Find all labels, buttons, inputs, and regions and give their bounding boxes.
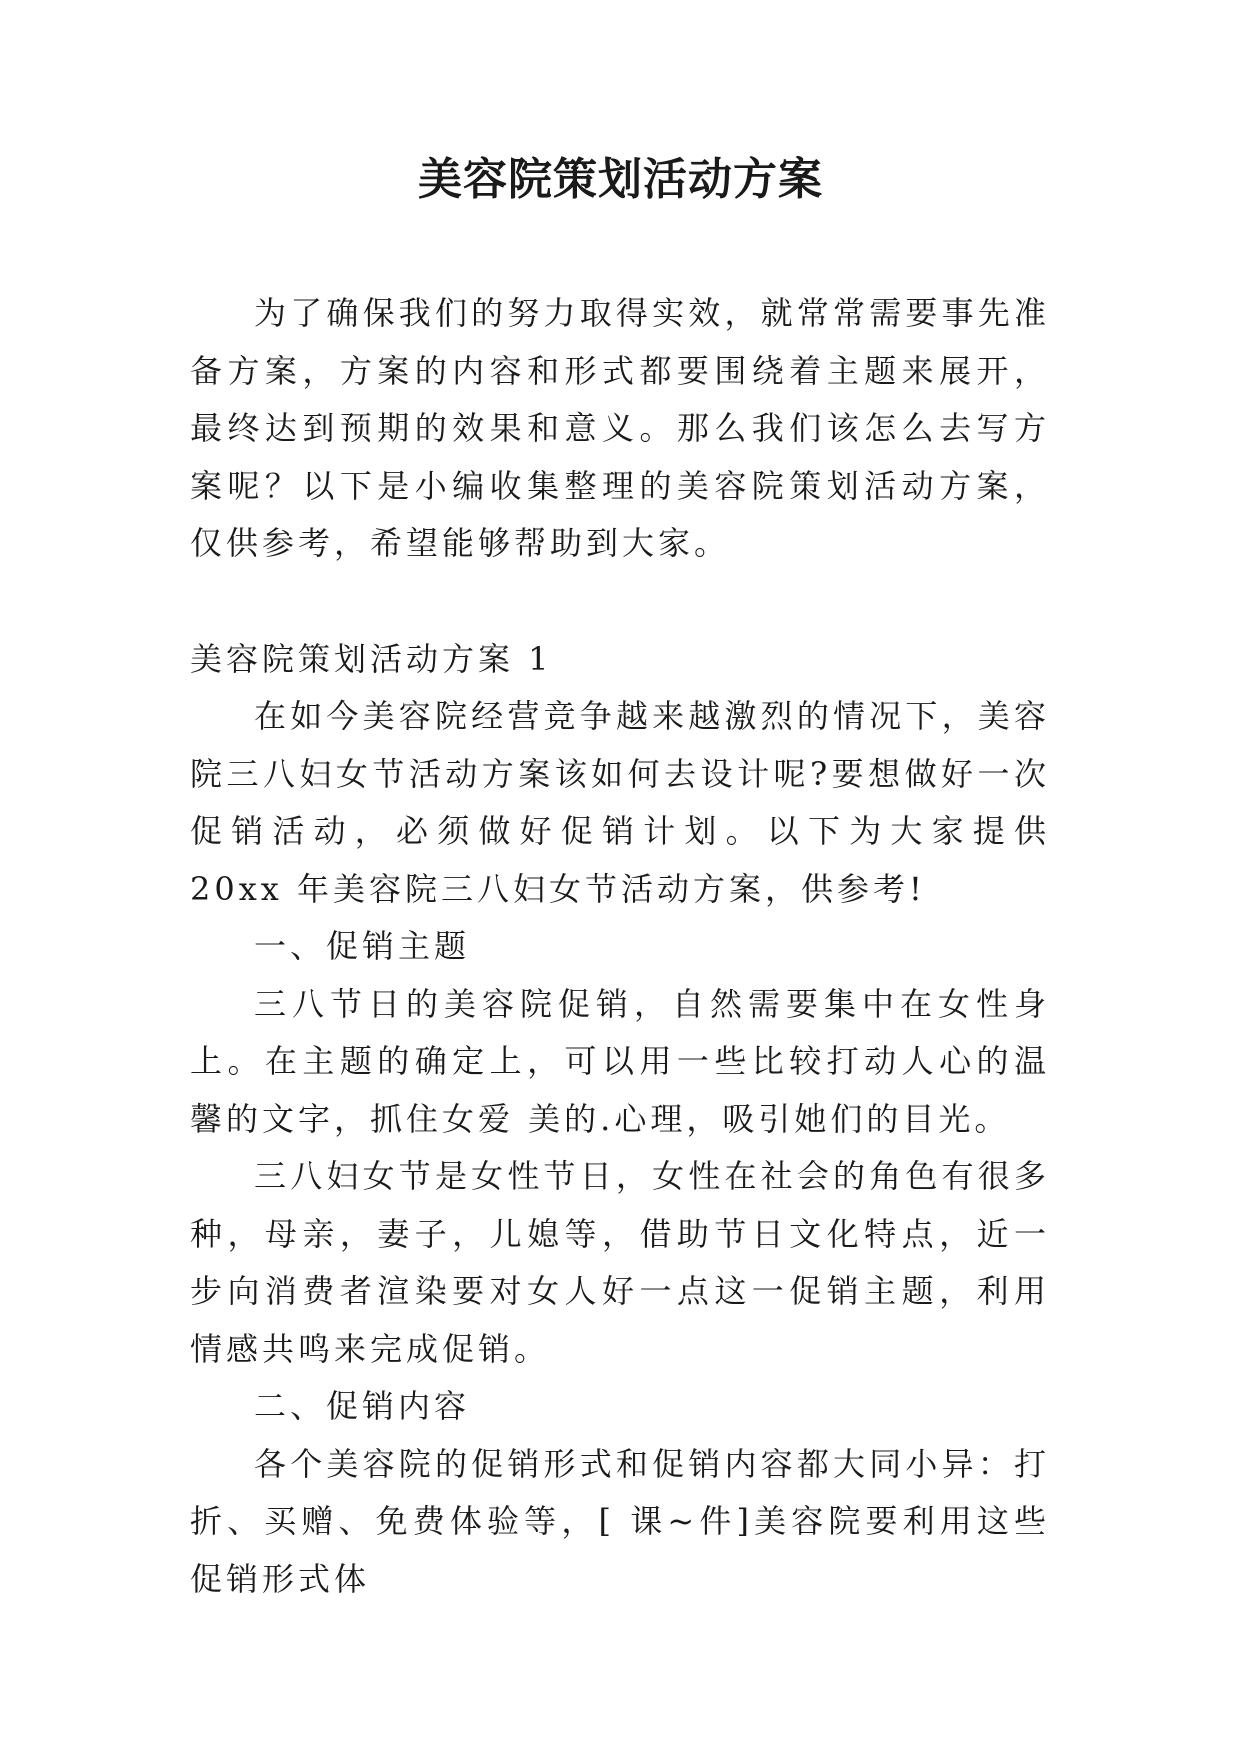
document-title: 美容院策划活动方案	[418, 154, 823, 205]
subsection-paragraph: 三八节日的美容院促销，自然需要集中在女性身上。在主题的确定上，可以用一些比较打动人心的温馨的文字，抓住女爱 美的.心理，吸引她们的目光。	[190, 984, 1050, 1138]
subsection-paragraph: 三八妇女节是女性节日，女性在社会的角色有很多种，母亲，妻子，儿媳等，借助节日文化特点，近一步向消费者渲染要对女人好一点这一促销主题，利用情感共鸣来完成促销。	[190, 1157, 1050, 1368]
spacer	[190, 573, 1050, 631]
section-heading: 美容院策划活动方案 1	[190, 639, 553, 678]
subsection-paragraph: 各个美容院的促销形式和促销内容都大同小异：打折、买赠、免费体验等，[ 课~件]美容院要利用这些促销形式体	[190, 1444, 1050, 1598]
intro-paragraph: 为了确保我们的努力取得实效，就常常需要事先准备方案，方案的内容和形式都要围绕着主题来展开，最终达到预期的效果和意义。那么我们该怎么去写方案呢？以下是小编收集整理的美容院策划活动方案，仅供参考，希望能够帮助到大家。	[190, 294, 1050, 562]
document-body	[190, 285, 1050, 1608]
section-paragraph: 在如今美容院经营竞争越来越激烈的情况下，美容院三八妇女节活动方案该如何去设计呢?要想做好一次促销活动，必须做好促销计划。以下为大家提供 20xx 年美容院三八妇女节活动方案，供参考!	[190, 697, 1050, 908]
subsection-heading: 一、促销主题	[254, 927, 471, 965]
subsection-heading: 二、促销内容	[254, 1387, 471, 1425]
